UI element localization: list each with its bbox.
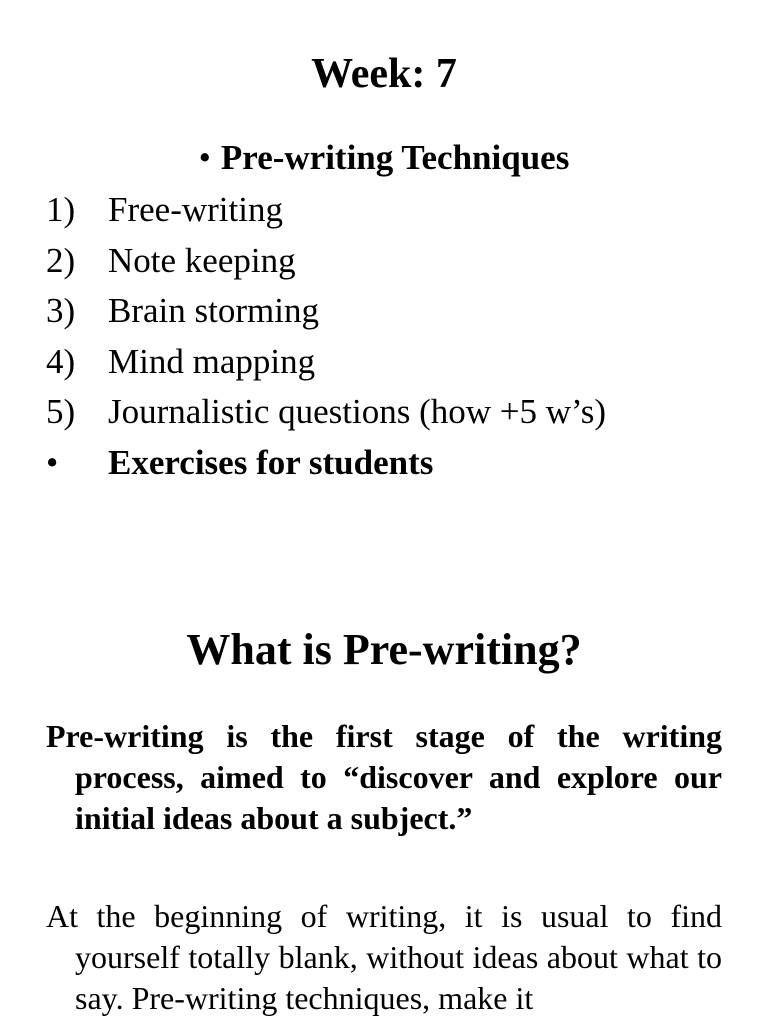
list-item-number: 3) xyxy=(46,291,76,331)
list-item xyxy=(46,239,606,290)
bullet-marker: • xyxy=(198,138,211,177)
list-item-label: Free-writing xyxy=(108,190,283,229)
topic-heading-text: Pre-writing Techniques xyxy=(220,138,570,177)
list-item xyxy=(46,390,606,441)
intro-paragraph: At the beginning of writing, it is usual to find yourself totally blank, without ideas about what to say. Pre-writing techniques, make it xyxy=(46,898,722,1016)
exercises-label: Exercises for students xyxy=(108,443,434,482)
topic-heading xyxy=(0,138,768,178)
list-item xyxy=(46,340,606,391)
list-item-number: 2) xyxy=(46,240,76,280)
list-item-number: 4) xyxy=(46,341,76,381)
list-item xyxy=(46,188,606,239)
list-item-number: 5) xyxy=(46,392,76,432)
list-item-label: Brain storming xyxy=(108,291,319,331)
definition-paragraph: Pre-writing is the first stage of the writing process, aimed to “discover and explore our initial ideas about a subject.” xyxy=(46,718,722,836)
techniques-list xyxy=(46,188,606,441)
bullet-marker: • xyxy=(46,443,59,482)
list-item-label: Journalistic questions (how +5 w’s) xyxy=(108,392,607,432)
list-item xyxy=(46,289,606,340)
list-item-label: Mind mapping xyxy=(108,341,316,381)
list-item-label: Note keeping xyxy=(108,240,296,280)
list-item-number: 1) xyxy=(46,190,76,229)
exercises-item xyxy=(46,441,433,485)
section-title: What is Pre-writing? xyxy=(186,625,582,674)
week-title: Week: 7 xyxy=(311,51,457,97)
